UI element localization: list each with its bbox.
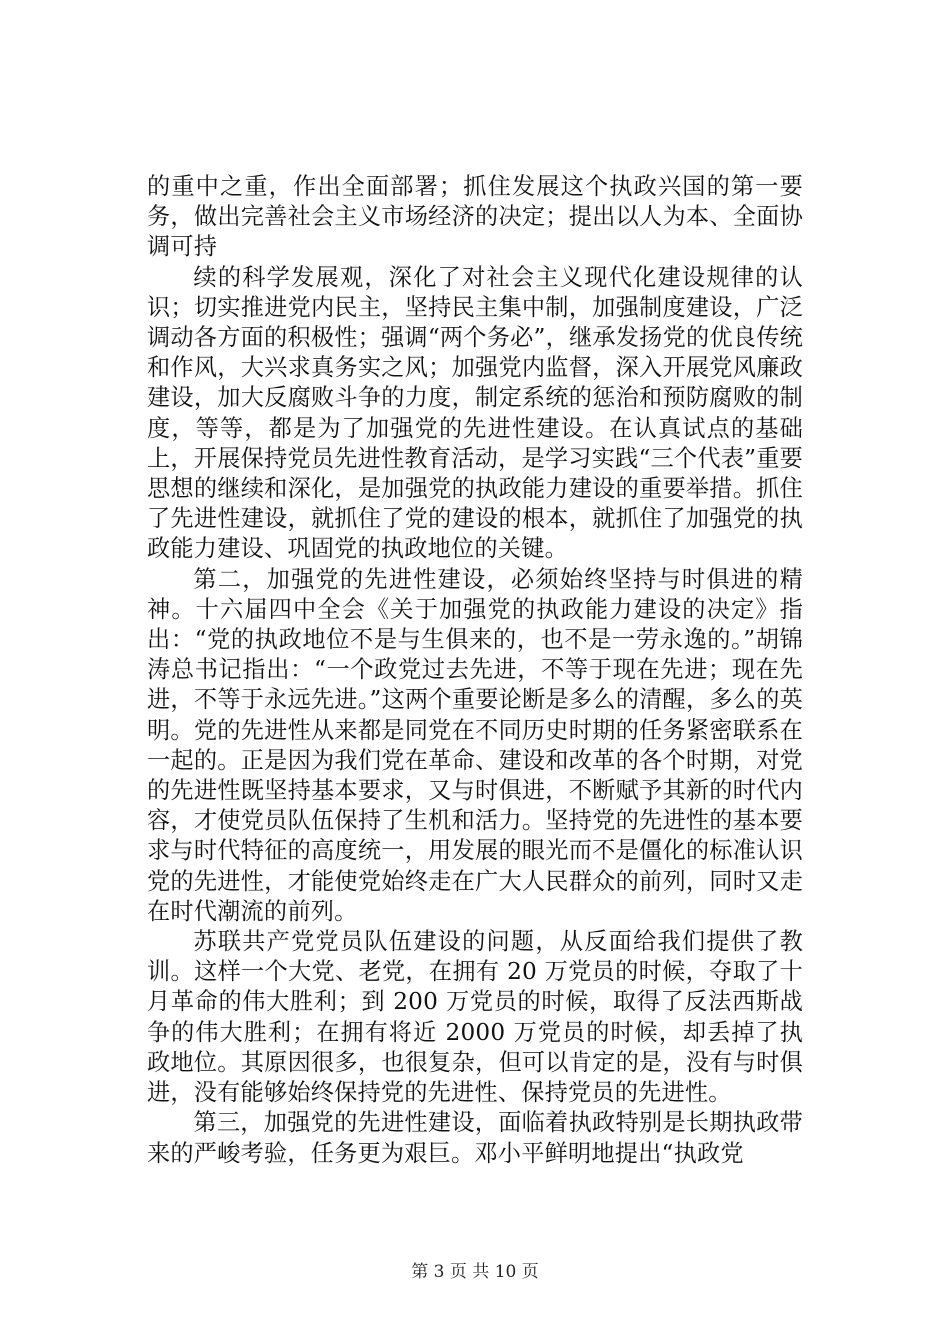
paragraph-soviet-lesson: 苏联共产党党员队伍建设的问题，从反面给我们提供了教训。这样一个大党、老党，在拥有 20 万党员的时候，夺取了十月革命的伟大胜利；到 200 万党员的时候，取得了反法西斯战争的伟大胜利；在拥有将近 2000 万党员的时候，却丢掉了执政地位。其原因很多，也很复杂，但可以肯定的是，没有与时俱进，没有能够始终保持党的先进性、保持党员的先进性。	[147, 928, 803, 1107]
document-body	[147, 172, 803, 1169]
page-footer: 第 3 页 共 10 页	[411, 1262, 539, 1282]
paragraph-second-point: 第二，加强党的先进性建设，必须始终坚持与时俱进的精神。十六届四中全会《关于加强党的执政能力建设的决定》指出：“党的执政地位不是与生俱来的，也不是一劳永逸的。”胡锦涛总书记指出：“一个政党过去先进，不等于现在先进；现在先进，不等于永远先进。”这两个重要论断是多么的清醒，多么的英明。党的先进性从来都是同党在不同历史时期的任务紧密联系在一起的。正是因为我们党在革命、建设和改革的各个时期，对党的先进性既坚持基本要求，又与时俱进，不断赋予其新的时代内容，才使党员队伍保持了生机和活力。坚持党的先进性的基本要求与时代特征的高度统一，用发展的眼光而不是僵化的标准认识党的先进性，才能使党始终走在广大人民群众的前列，同时又走在时代潮流的前列。	[147, 565, 803, 925]
paragraph-third-point: 第三，加强党的先进性建设，面临着执政特别是长期执政带来的严峻考验，任务更为艰巨。邓小平鲜明地提出“执政党	[147, 1109, 803, 1167]
paragraph-scientific-development: 续的科学发展观，深化了对社会主义现代化建设规律的认识；切实推进党内民主，坚持民主集中制，加强制度建设，广泛调动各方面的积极性；强调“两个务必”，继承发扬党的优良传统和作风，大兴求真务实之风；加强党内监督，深入开展党风廉政建设，加大反腐败斗争的力度，制定系统的惩治和预防腐败的制度，等等，都是为了加强党的先进性建设。在认真试点的基础上，开展保持党员先进性教育活动，是学习实践“三个代表”重要思想的继续和深化，是加强党的执政能力建设的重要举措。抓住了先进性建设，就抓住了党的建设的根本，就抓住了加强党的执政能力建设、巩固党的执政地位的关键。	[147, 263, 803, 563]
paragraph-continuation: 的重中之重，作出全面部署；抓住发展这个执政兴国的第一要务，做出完善社会主义市场经济的决定；提出以人为本、全面协调可持	[147, 173, 803, 261]
